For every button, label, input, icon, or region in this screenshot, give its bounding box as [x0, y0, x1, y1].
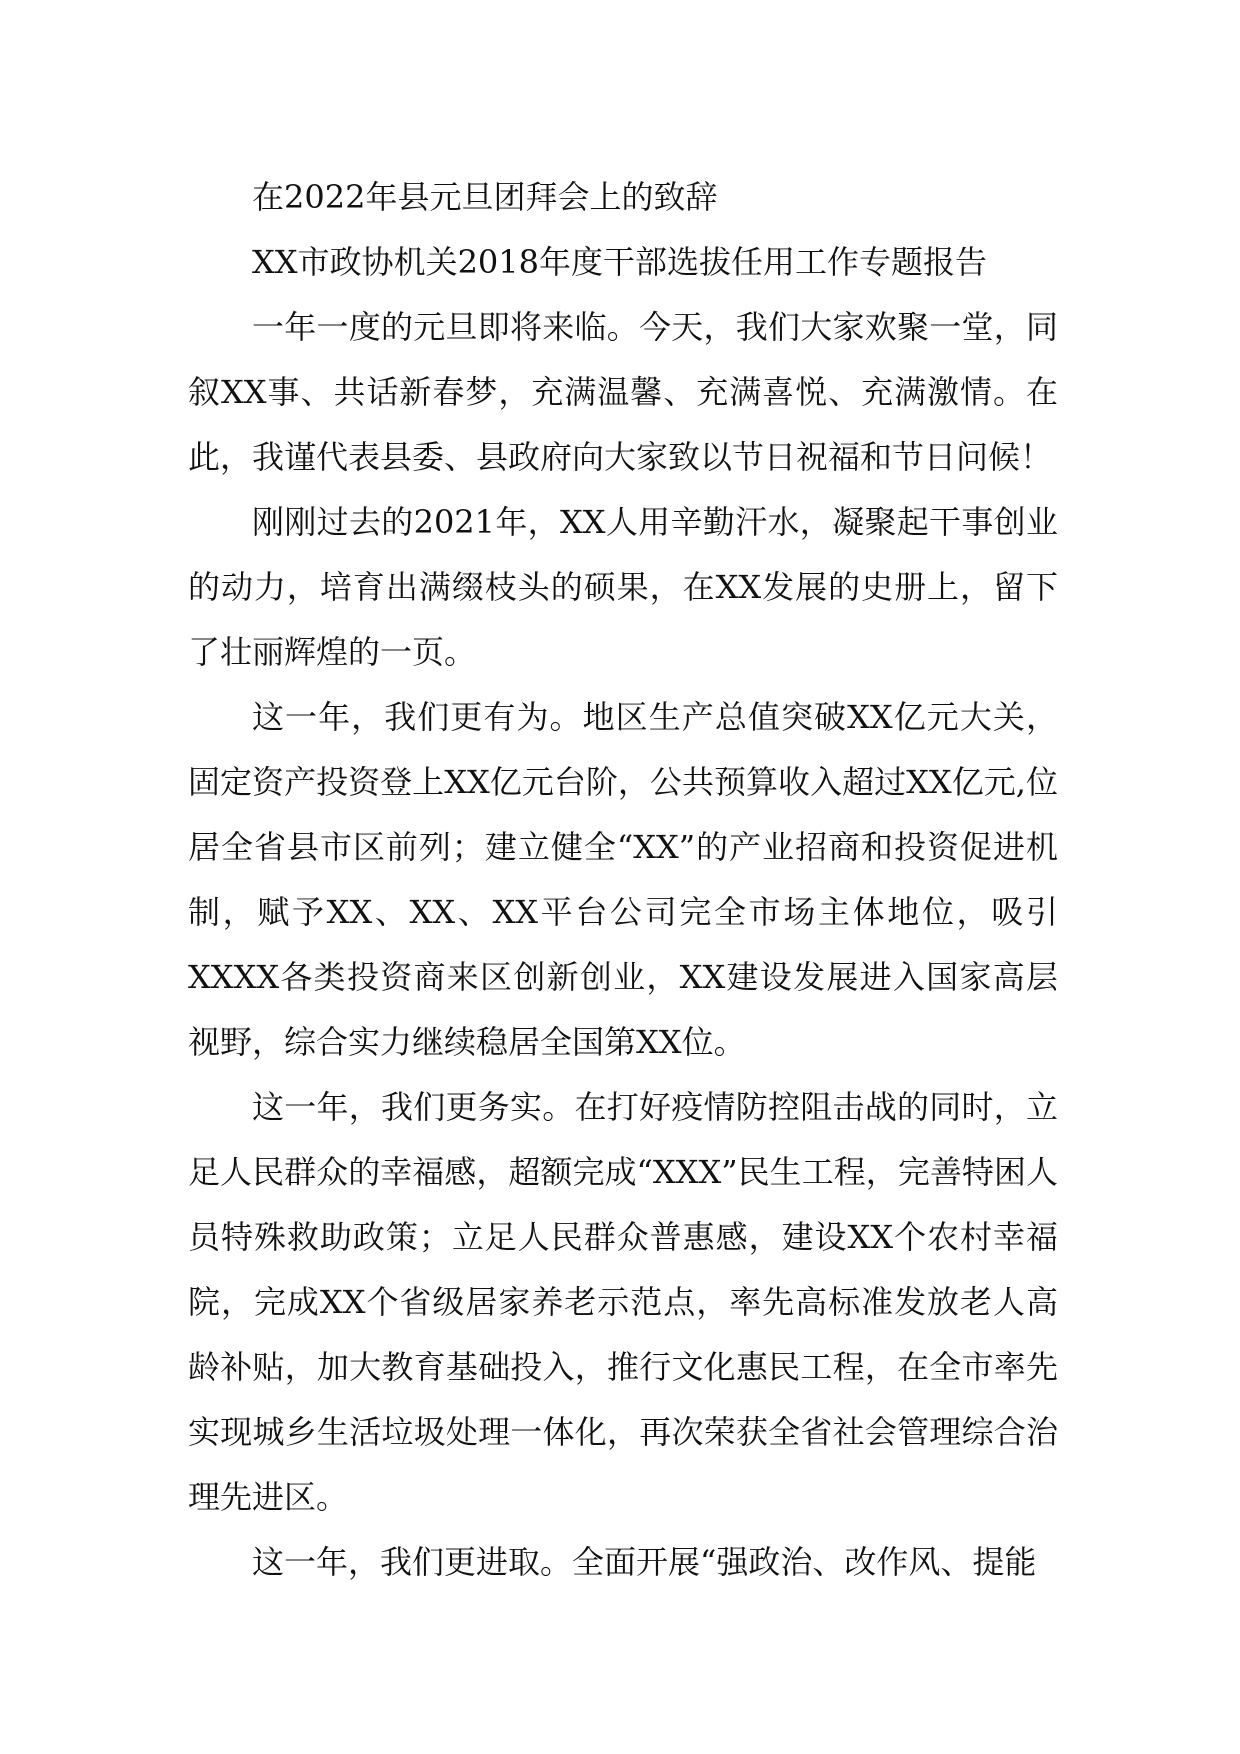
document-subtitle: XX市政协机关2018年度干部选拔任用工作专题报告 — [252, 243, 988, 281]
paragraph: 这一年，我们更进取。全面开展“强政治、改作风、提能 — [252, 1543, 1037, 1581]
paragraph: 刚刚过去的2021年，XX人用辛勤汗水，凝聚起干事创业的动力，培育出满缀枝头的硕果，在XX发展的史册上，留下了壮丽辉煌的一页。 — [188, 503, 1058, 671]
paragraph: 这一年，我们更有为。地区生产总值突破XX亿元大关，固定资产投资登上XX亿元台阶，公共预算收入超过XX亿元,位居全省县市区前列；建立健全“XX”的产业招商和投资促进机制，赋予XX、XX、XX平台公司完全市场主体地位，吸引XXXX各类投资商来区创新创业，XX建设发展进入国家高层视野，综合实力继续稳居全国第XX位。 — [188, 698, 1058, 1061]
paragraph: 这一年，我们更务实。在打好疫情防控阻击战的同时，立足人民群众的幸福感，超额完成“XXX”民生工程，完善特困人员特殊救助政策；立足人民群众普惠感，建设XX个农村幸福院，完成XX个省级居家养老示范点，率先高标准发放老人高龄补贴，加大教育基础投入，推行文化惠民工程，在全市率先实现城乡生活垃圾处理一体化，再次荣获全省社会管理综合治理先进区。 — [188, 1088, 1058, 1516]
document-title: 在2022年县元旦团拜会上的致辞 — [252, 178, 718, 216]
document-page — [188, 165, 1058, 1595]
paragraph: 一年一度的元旦即将来临。今天，我们大家欢聚一堂，同叙XX事、共话新春梦，充满温馨、充满喜悦、充满激情。在此，我谨代表县委、县政府向大家致以节日祝福和节日问候！ — [188, 308, 1058, 476]
